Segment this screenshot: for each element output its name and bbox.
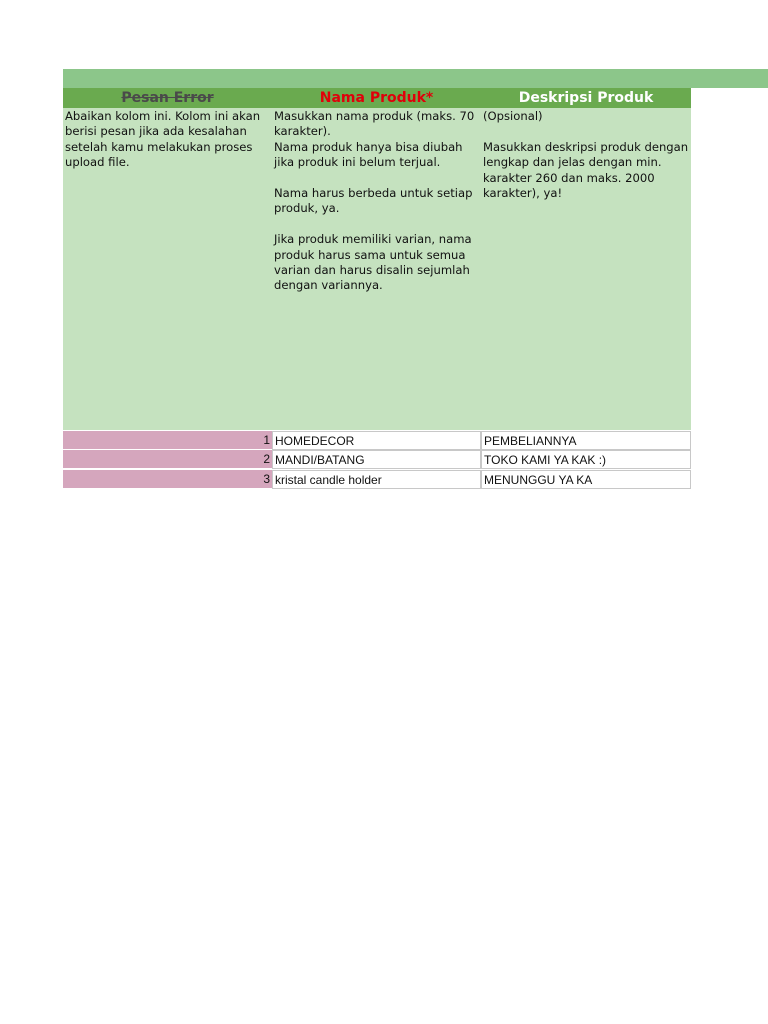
product-name-cell[interactable] <box>272 470 481 489</box>
product-description-cell[interactable] <box>481 450 691 469</box>
instruction-error[interactable] <box>63 108 272 430</box>
header-row <box>63 88 691 108</box>
instruction-row <box>63 108 691 430</box>
product-name-cell[interactable] <box>272 431 481 450</box>
instruction-name-p4: Jika produk memiliki varian, nama produk harus sama untuk semua varian dan harus disalin sejumlah dengan variannya. <box>274 232 472 293</box>
row-index-cell[interactable]: 3 <box>63 470 272 489</box>
top-band <box>63 69 768 88</box>
instruction-name-p1: Masukkan nama produk (maks. 70 karakter). <box>274 109 475 139</box>
header-product-name[interactable]: Nama Produk* <box>319 90 434 106</box>
table-row <box>63 431 691 450</box>
instruction-error-text: Abaikan kolom ini. Kolom ini akan berisi pesan jika ada kesalahan setelah kamu melakukan proses upload file. <box>65 109 261 170</box>
instruction-name-p2: Nama produk hanya bisa diubah jika produk ini belum terjual. <box>274 139 463 170</box>
product-name-value: MANDI/BATANG <box>275 453 365 467</box>
row-index-cell[interactable]: 1 <box>63 431 272 450</box>
product-name-value: kristal candle holder <box>275 473 382 487</box>
product-description-value: TOKO KAMI YA KAK :) <box>484 453 607 467</box>
instruction-name-p3: Nama harus berbeda untuk setiap produk, ya. <box>274 186 473 216</box>
instruction-desc-p2: Masukkan deskripsi produk dengan lengkap dan jelas dengan min. karakter 260 dan maks. 2000 karakter), ya! <box>483 139 689 201</box>
row-index-cell[interactable]: 2 <box>63 450 272 469</box>
instruction-product-name[interactable] <box>272 108 481 430</box>
product-description-value: MENUNGGU YA KA <box>484 473 593 487</box>
product-description-cell[interactable] <box>481 431 691 450</box>
header-product-description[interactable]: Deskripsi Produk <box>518 90 654 106</box>
instruction-product-description[interactable] <box>481 108 691 430</box>
instruction-desc-p1: (Opsional) <box>483 109 543 123</box>
product-description-value: PEMBELIANNYA <box>484 434 577 448</box>
product-name-value: HOMEDECOR <box>275 434 355 448</box>
table-row <box>63 450 691 469</box>
header-error[interactable]: Pesan Error <box>121 90 214 106</box>
product-description-cell[interactable] <box>481 470 691 489</box>
table-row <box>63 470 691 489</box>
product-name-cell[interactable] <box>272 450 481 469</box>
